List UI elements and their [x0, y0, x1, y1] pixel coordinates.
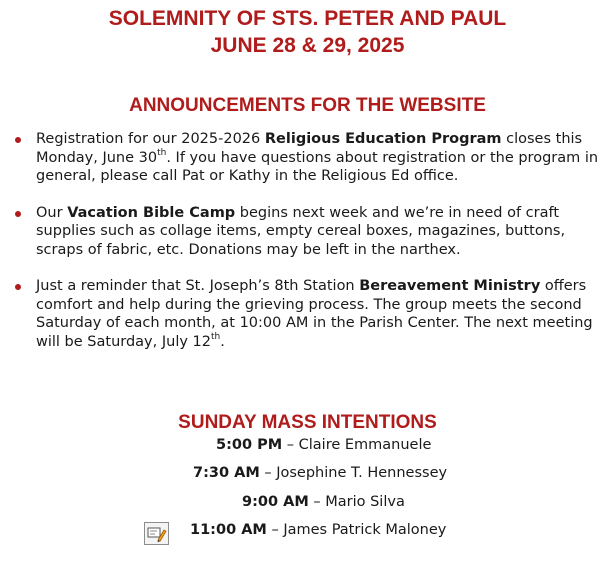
bullet-icon: [15, 137, 21, 143]
announcement-text: closes this Monday, June 30: [36, 131, 583, 166]
bullet-icon: [15, 284, 21, 290]
announcement-vacation-bible-camp: [0, 204, 610, 260]
page-title-line-1: SOLEMNITY OF STS. PETER AND PAUL: [108, 7, 507, 30]
ordinal-suffix: th: [210, 331, 221, 342]
announcement-text: Just a reminder that St. Joseph’s 8th Station: [36, 278, 360, 294]
mass-intention-row: [190, 521, 446, 539]
mass-intention-name: – James Patrick Maloney: [266, 522, 447, 538]
ordinal-suffix: th: [157, 147, 167, 158]
mass-time: 7:30 AM: [193, 465, 260, 481]
announcement-religious-education: [0, 130, 610, 186]
mass-time: 5:00 PM: [216, 437, 283, 453]
mass-intention-name: – Claire Emmanuele: [282, 437, 432, 453]
announcement-highlight: Bereavement Ministry: [359, 278, 541, 294]
mass-intentions-heading: SUNDAY MASS INTENTIONS: [178, 412, 437, 433]
announcement-text: begins next week and we’re in need of craft supplies such as collage items, empty cereal boxes, magazines, buttons, scraps of fabric, etc. Donations may be left in the narthex.: [36, 204, 566, 258]
mass-intention-row: [242, 493, 405, 511]
announcement-bereavement-ministry: [0, 277, 610, 351]
announcement-highlight: Vacation Bible Camp: [67, 204, 236, 221]
announcement-text: .: [220, 333, 225, 350]
edit-pencil-icon[interactable]: [144, 522, 169, 545]
announcement-highlight: Religious Education Program: [264, 131, 502, 147]
announcement-text: . If you have questions about registration or the program in general, please call Pat or Kathy in the Religious Ed office.: [36, 149, 599, 184]
bullet-icon: [15, 211, 21, 217]
mass-time: 9:00 AM: [242, 494, 309, 510]
announcement-text: Registration for our 2025-2026: [36, 131, 265, 147]
mass-intention-name: – Josephine T. Hennessey: [259, 465, 448, 481]
mass-intention-row: [216, 436, 431, 454]
announcements-heading: ANNOUNCEMENTS FOR THE WEBSITE: [129, 95, 486, 116]
announcement-text: Our: [36, 204, 68, 221]
announcement-text: offers comfort and help during the grieving process. The group meets the second Saturday of each month, at 10:00 AM in the Parish Center. The next meeting will be Saturday, July 12: [36, 278, 593, 350]
page-title-date: JUNE 28 & 29, 2025: [210, 34, 405, 57]
mass-time: 11:00 AM: [190, 522, 267, 538]
announcements-list: [0, 130, 610, 369]
mass-intention-name: – Mario Silva: [308, 494, 405, 510]
mass-intention-row: [193, 464, 447, 482]
